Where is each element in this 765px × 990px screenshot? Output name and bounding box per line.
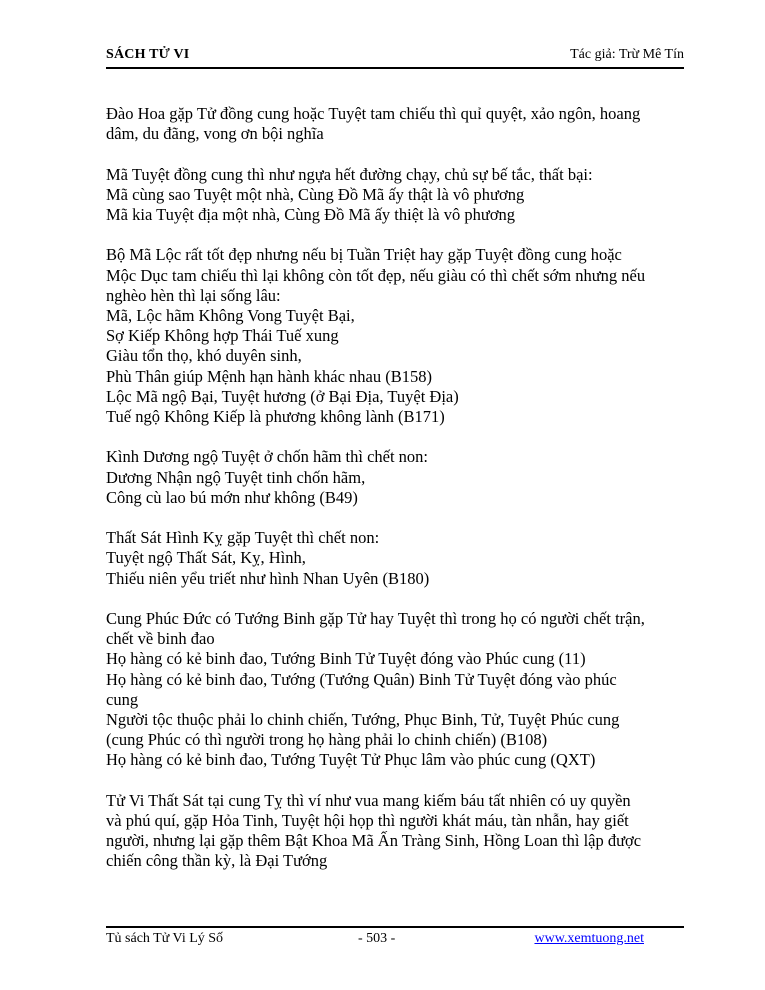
text-line: dâm, du đãng, vong ơn bội nghĩa xyxy=(106,124,324,144)
header-author: Tác giả: Trừ Mê Tín xyxy=(570,47,684,62)
text-line: cung xyxy=(106,689,139,709)
header-book-title: SÁCH TỬ VI xyxy=(106,47,190,62)
text-line: Mã kia Tuyệt địa một nhà, Cùng Đồ Mã ấy thiệt là vô phương xyxy=(106,205,516,224)
paragraph xyxy=(106,245,691,427)
text-line: Bộ Mã Lộc rất tốt đẹp nhưng nếu bị Tuần Triệt hay gặp Tuyệt đồng cung hoặc xyxy=(106,245,622,265)
text-line: Đào Hoa gặp Tử đồng cung hoặc Tuyệt tam chiếu thì quỉ quyệt, xảo ngôn, hoang xyxy=(106,104,641,123)
text-line: người, nhưng lại gặp thêm Bật Khoa Mã Ấn Tràng Sinh, Hồng Loan thì lập được xyxy=(106,831,642,851)
text-line: Mã, Lộc hãm Không Vong Tuyệt Bại, xyxy=(106,306,355,325)
text-line: Công cù lao bú mớn như không (B49) xyxy=(106,487,358,507)
text-line: Phù Thân giúp Mệnh hạn hành khác nhau (B158) xyxy=(106,366,432,386)
footer-website-link[interactable]: www.xemtuong.net xyxy=(534,931,644,946)
text-line: Tuế ngộ Không Kiếp là phương không lành (B171) xyxy=(106,407,445,427)
page-footer xyxy=(106,926,684,950)
text-line: Giàu tổn thọ, khó duyên sinh, xyxy=(106,346,302,366)
text-line: Tử Vi Thất Sát tại cung Tỵ thì ví như vua mang kiếm báu tất nhiên có uy quyền xyxy=(106,790,631,810)
text-line: Người tộc thuộc phải lo chinh chiến, Tướng, Phục Binh, Tử, Tuyệt Phúc cung xyxy=(106,710,620,730)
paragraph xyxy=(106,165,691,226)
paragraph xyxy=(106,528,691,589)
text-line: Sợ Kiếp Không hợp Thái Tuế xung xyxy=(106,326,339,346)
text-line: Lộc Mã ngộ Bại, Tuyệt hương (ở Bại Địa, Tuyệt Địa) xyxy=(106,386,459,406)
text-line: Mã Tuyệt đồng cung thì như ngựa hết đường chạy, chủ sự bế tắc, thất bại: xyxy=(106,164,593,184)
text-line: Cung Phúc Đức có Tướng Binh gặp Tử hay Tuyệt thì trong họ có người chết trận, xyxy=(106,609,645,628)
text-line: nghèo hèn thì lại sống lâu: xyxy=(106,285,281,305)
text-line: Thất Sát Hình Kỵ gặp Tuyệt thì chết non: xyxy=(106,528,380,548)
text-line: Mã cùng sao Tuyệt một nhà, Cùng Đồ Mã ấy thật là vô phương xyxy=(106,184,525,204)
page-header xyxy=(106,45,684,69)
text-line: Họ hàng có kẻ binh đao, Tướng (Tướng Quân) Binh Tử Tuyệt đóng vào phúc xyxy=(106,669,617,689)
paragraph xyxy=(106,104,691,144)
text-line: Họ hàng có kẻ binh đao, Tướng Binh Tử Tuyệt đóng vào Phúc cung (11) xyxy=(106,649,586,669)
text-line: chiến công thần kỳ, là Đại Tướng xyxy=(106,851,328,871)
text-line: Dương Nhận ngộ Tuyệt tinh chốn hãm, xyxy=(106,467,366,487)
paragraph xyxy=(106,609,691,771)
text-line: Họ hàng có kẻ binh đao, Tướng Tuyệt Tử Phục lâm vào phúc cung (QXT) xyxy=(106,750,596,770)
text-line: và phú quí, gặp Hỏa Tinh, Tuyệt hội họp thì người khát máu, tàn nhẫn, hay giết xyxy=(106,811,629,831)
paragraph xyxy=(106,791,691,872)
page-number: - 503 - xyxy=(358,931,396,946)
text-line: Thiếu niên yểu triết như hình Nhan Uyên (B180) xyxy=(106,568,430,588)
text-line: Mộc Dục tam chiếu thì lại không còn tốt đẹp, nếu giàu có thì chết sớm nhưng nếu xyxy=(106,265,646,285)
text-line: chết về binh đao xyxy=(106,629,215,649)
text-line: Tuyệt ngộ Thất Sát, Kỵ, Hình, xyxy=(106,548,306,568)
paragraph xyxy=(106,447,691,508)
document-body xyxy=(106,104,691,892)
text-line: Kình Dương ngộ Tuyệt ở chốn hãm thì chết non: xyxy=(106,447,429,467)
footer-series: Tủ sách Tử Vi Lý Số xyxy=(106,931,224,946)
text-line: (cung Phúc có thì người trong họ hàng phải lo chinh chiến) (B108) xyxy=(106,730,548,750)
